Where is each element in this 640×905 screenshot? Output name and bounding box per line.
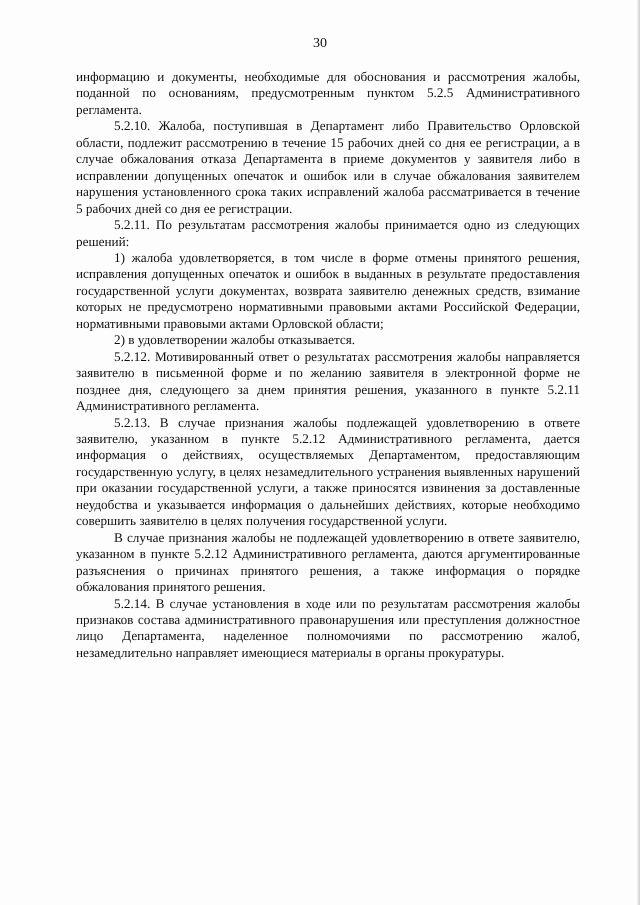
page-number: 30 [313, 36, 327, 51]
paragraph-5-2-10: 5.2.10. Жалоба, поступившая в Департамент либо Правительство Орловской области, подлежит рассмотрению в течение 15 рабочих дней со дня ее регистрации, а в случае обжалования отказа Департамента в приеме документов у заявителя либо в исправлении допущенных опечаток и ошибок или в случае обжалования заявителем нарушения установленного срока таких исправлений жалоба рассматривается в течение 5 рабочих дней со дня ее регистрации. [76, 118, 580, 216]
list-item-1: 1) жалоба удовлетворяется, в том числе в форме отмены принятого решения, исправления допущенных опечаток и ошибок в выданных в результате предоставления государственной услуги документах, возврата заявителю денежных средств, взимание которых не предусмотрено нормативными правовыми актами Российской Федерации, нормативными правовыми актами Орловской области; [76, 249, 580, 331]
document-body [76, 69, 580, 661]
paragraph-5-2-13: 5.2.13. В случае признания жалобы подлежащей удовлетворению в ответе заявителю, указанном в пункте 5.2.12 Административного регламента, дается информация о действиях, осуществляемых Департаментом, предоставляющим государственную услугу, в целях незамедлительного устранения выявленных нарушений при оказании государственной услуги, а также приносятся извинения за доставленные неудобства и указывается информация о дальнейших действиях, которые необходимо совершить заявителю в целях получения государственной услуги. [76, 414, 580, 529]
paragraph-5-2-12: 5.2.12. Мотивированный ответ о результатах рассмотрения жалобы направляется заявителю в письменной форме и по желанию заявителя в электронной форме не позднее дня, следующего за днем принятия решения, указанного в пункте 5.2.11 Административного регламента. [76, 348, 580, 414]
paragraph-5-2-11: 5.2.11. По результатам рассмотрения жалобы принимается одно из следующих решений: [76, 217, 580, 249]
paragraph-5-2-14: 5.2.14. В случае установления в ходе или по результатам рассмотрения жалобы признаков состава административного правонарушения или преступления должностное лицо Департамента, наделенное полномочиями по рассмотрению жалоб, незамедлительно направляет имеющиеся материалы в органы прокуратуры. [76, 595, 580, 660]
list-item-2: 2) в удовлетворении жалобы отказывается. [114, 332, 356, 348]
paragraph-continuation: информацию и документы, необходимые для обоснования и рассмотрения жалобы, поданной по основаниям, предусмотренным пунктом 5.2.5 Административного регламента. [76, 69, 580, 117]
paragraph-rejection-case: В случае признания жалобы не подлежащей удовлетворению в ответе заявителю, указанном в пункте 5.2.12 Административного регламента, даются аргументированные разъяснения о причинах принятого решения, а также информация о порядке обжалования принятого решения. [76, 529, 580, 595]
